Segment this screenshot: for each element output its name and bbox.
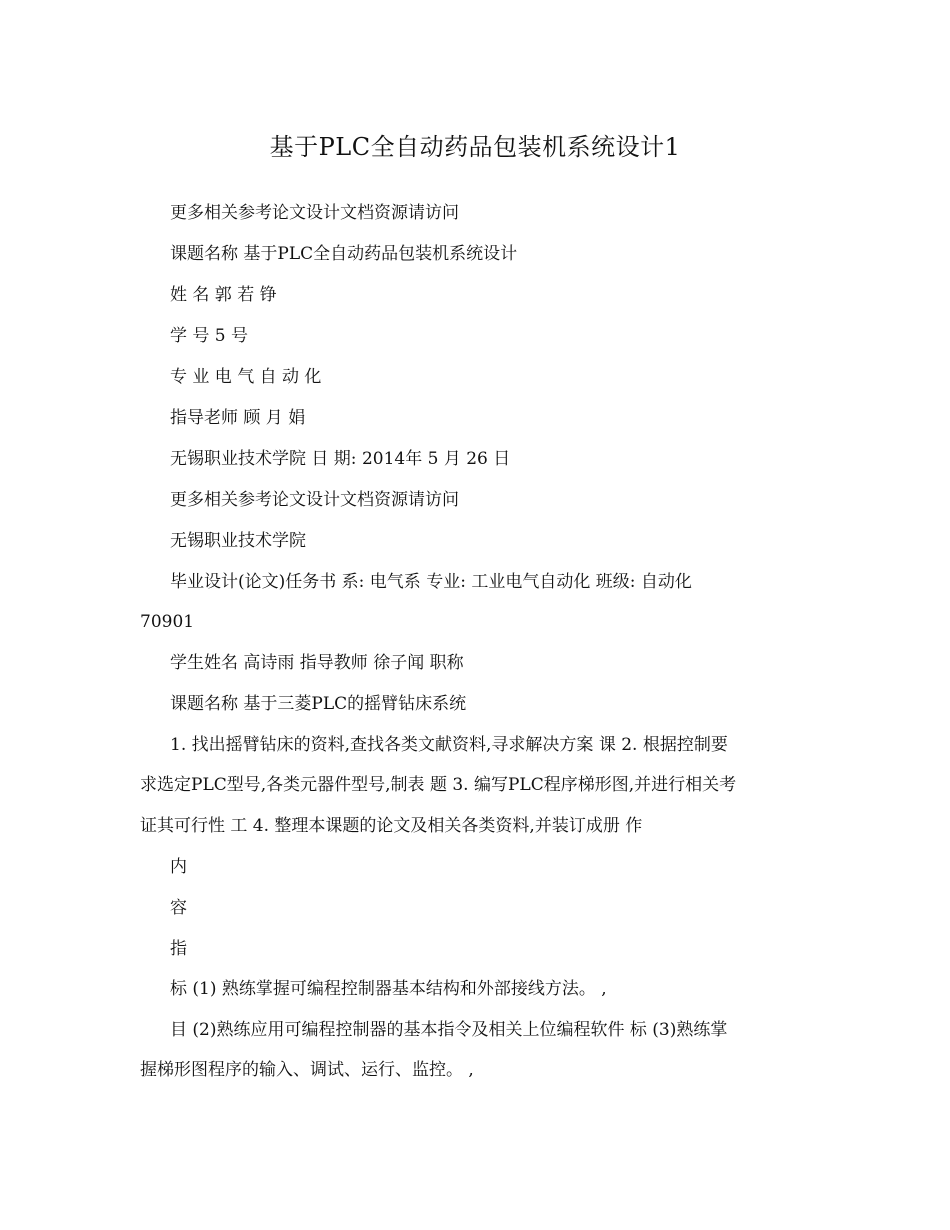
text-line-class-number: 70901: [140, 612, 195, 632]
text-line-objective-1: 标 (1) 熟练掌握可编程控制器基本结构和外部接线方法。 ,: [170, 979, 607, 999]
text-line-student-advisor: 学生姓名 高诗雨 指导教师 徐子闻 职称: [170, 653, 464, 673]
text-line-access-note-1: 更多相关参考论文设计文档资源请访问: [170, 203, 459, 223]
text-line-task-book: 毕业设计(论文)任务书 系: 电气系 专业: 工业电气自动化 班级: 自动化: [170, 572, 692, 592]
text-line-student-number: 学 号 5 号: [170, 326, 249, 346]
text-line-access-note-2: 更多相关参考论文设计文档资源请访问: [170, 490, 459, 510]
text-line-major: 专 业 电 气 自 动 化: [170, 367, 322, 387]
text-line-topic-name-2: 课题名称 基于三菱PLC的摇臂钻床系统: [170, 694, 467, 714]
text-line-objective-2: 目 (2)熟练应用可编程控制器的基本指令及相关上位编程软件 标 (3)熟练掌: [170, 1020, 728, 1040]
text-line-vertical-zhi: 指: [170, 939, 187, 959]
text-line-student-name: 姓 名 郭 若 铮: [170, 285, 277, 305]
text-line-school-date: 无锡职业技术学院 日 期: 2014年 5 月 26 日: [170, 449, 511, 469]
text-line-content-1: 1. 找出摇臂钻床的资料,查找各类文献资料,寻求解决方案 课 2. 根据控制要: [170, 735, 728, 755]
document-title: 基于PLC全自动药品包装机系统设计1: [269, 133, 681, 161]
text-line-content-3: 证其可行性 工 4. 整理本课题的论文及相关各类资料,并装订成册 作: [140, 816, 643, 836]
text-line-objective-3: 握梯形图程序的输入、调试、运行、监控。 ,: [140, 1060, 474, 1080]
text-line-topic-name: 课题名称 基于PLC全自动药品包装机系统设计: [170, 244, 518, 264]
text-line-advisor: 指导老师 顾 月 娟: [170, 408, 306, 428]
text-line-school: 无锡职业技术学院: [170, 531, 306, 551]
text-line-content-2: 求选定PLC型号,各类元器件型号,制表 题 3. 编写PLC程序梯形图,并进行相关考: [140, 775, 737, 795]
text-line-vertical-rong: 容: [170, 898, 187, 918]
text-line-vertical-nei: 内: [170, 857, 187, 877]
